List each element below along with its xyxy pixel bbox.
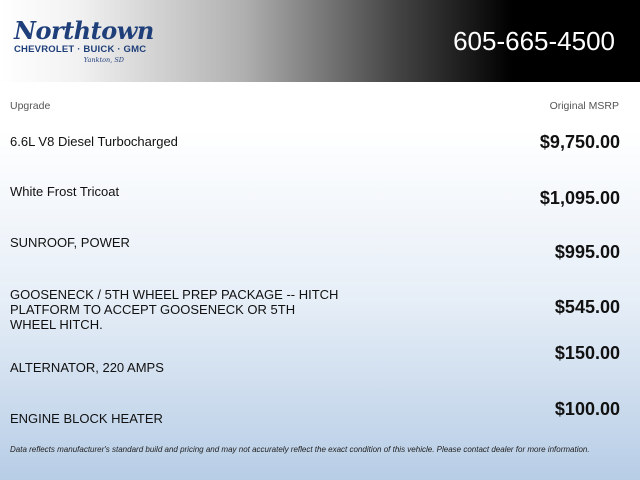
disclaimer-text: Data reflects manufacturer's standard build and pricing and may not accurately reflect the exact condition of this vehicle. Please contact dealer for more information. [10, 445, 590, 454]
upgrade-name: White Frost Tricoat [10, 183, 120, 199]
upgrade-price: $545.00 [554, 296, 620, 317]
upgrade-price: $9,750.00 [539, 132, 620, 152]
upgrade-row [0, 288, 640, 343]
logo-name: Northtown [14, 16, 154, 45]
upgrade-price: $995.00 [554, 242, 620, 262]
upgrade-price: $1,095.00 [539, 187, 620, 208]
column-header-upgrade: Upgrade [10, 100, 51, 112]
upgrade-price: $150.00 [554, 343, 620, 363]
upgrade-list [0, 124, 640, 451]
logo-brands: CHEVROLET · BUICK · GMC [14, 44, 147, 55]
column-header-msrp: Original MSRP [549, 100, 619, 112]
upgrade-row [0, 397, 640, 452]
upgrade-name: ENGINE BLOCK HEATER [10, 410, 163, 426]
header-banner [0, 0, 640, 82]
upgrade-row [0, 233, 640, 288]
upgrade-row [0, 124, 640, 179]
upgrade-price: $100.00 [554, 398, 620, 419]
upgrade-row [0, 342, 640, 397]
upgrade-row [0, 179, 640, 234]
dealer-logo [12, 16, 154, 66]
upgrade-name: 6.6L V8 Diesel Turbocharged [10, 134, 178, 149]
upgrade-name: ALTERNATOR, 220 AMPS [10, 360, 164, 375]
upgrade-name: SUNROOF, POWER [10, 235, 130, 250]
logo-city: Yankton, SD [83, 56, 124, 64]
dealer-phone: 605-665-4500 [453, 26, 615, 56]
upgrade-name: GOOSENECK / 5TH WHEEL PREP PACKAGE -- HITCH PLATFORM TO ACCEPT GOOSENECK OR 5TH WHEEL HITCH. [10, 286, 339, 332]
